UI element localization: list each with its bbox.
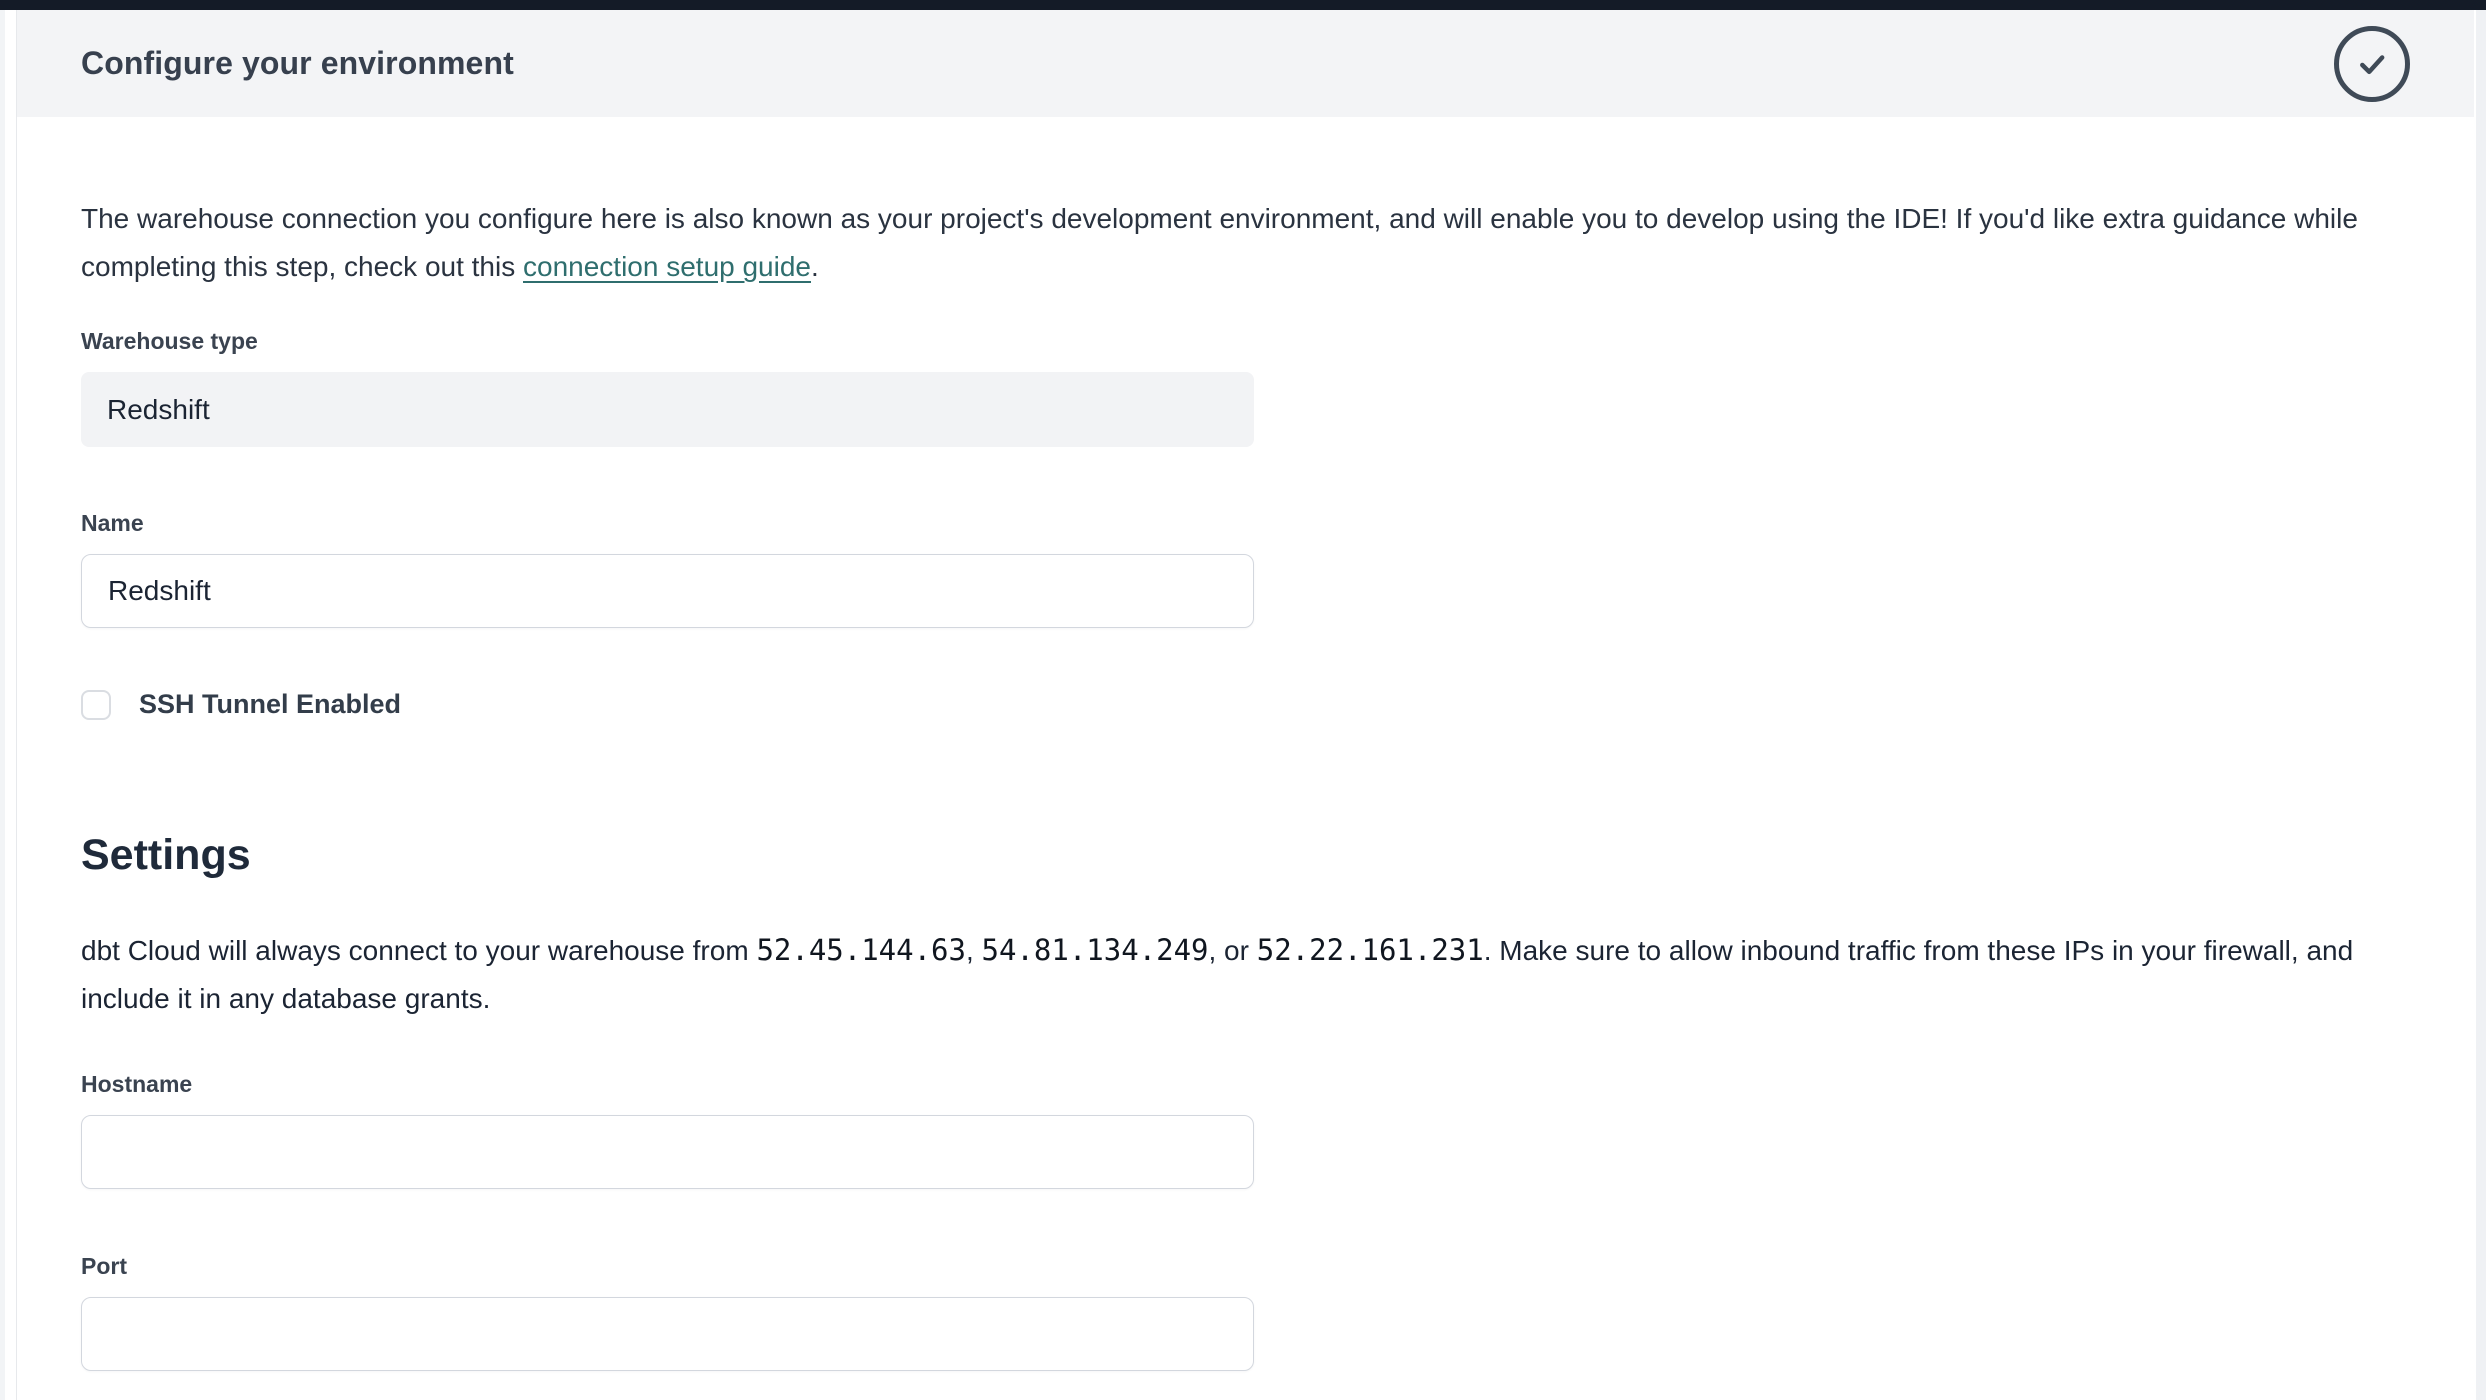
- section-header: [17, 10, 2474, 117]
- ip-allowlist-paragraph: [81, 926, 2378, 1023]
- name-input[interactable]: [81, 554, 1254, 628]
- page-title: Configure your environment: [81, 45, 514, 81]
- warehouse-type-field: Redshift: [81, 372, 1254, 447]
- intro-text-before: The warehouse connection you configure here is also known as your project's development environment, and will enable you to develop using the IDE! If you'd like extra guidance while completing this step, check out this: [81, 203, 2358, 282]
- ip-address-3: 52.22.161.231: [1256, 933, 1484, 967]
- warehouse-type-label: Warehouse type: [81, 328, 258, 354]
- app-top-bar: [0, 0, 2486, 10]
- ip-text-before: dbt Cloud will always connect to your warehouse from: [81, 935, 757, 966]
- name-label: Name: [81, 510, 144, 536]
- ip-separator-1: ,: [965, 935, 982, 966]
- ssh-tunnel-row: [81, 689, 2378, 720]
- ssh-tunnel-checkbox[interactable]: [81, 690, 111, 720]
- ip-separator-2: , or: [1208, 935, 1257, 966]
- left-edge-strip: [0, 10, 5, 1400]
- hostname-label: Hostname: [81, 1071, 193, 1097]
- ssh-tunnel-label: SSH Tunnel Enabled: [139, 689, 402, 719]
- content-panel: [17, 117, 2474, 1400]
- settings-heading: Settings: [81, 831, 251, 879]
- check-circle-icon: [2334, 26, 2410, 102]
- intro-text-after: .: [811, 251, 819, 282]
- ip-text-after: . Make sure to allow inbound traffic from these IPs in your firewall, and include it in any database grants.: [81, 935, 2354, 1014]
- connection-setup-guide-link[interactable]: connection setup guide: [523, 251, 811, 282]
- scrollbar-gutter[interactable]: [2474, 10, 2486, 1400]
- ip-address-2: 54.81.134.249: [981, 933, 1209, 967]
- port-label: Port: [81, 1253, 127, 1279]
- intro-paragraph: [81, 195, 2371, 291]
- port-input[interactable]: [81, 1297, 1254, 1371]
- ip-address-1: 52.45.144.63: [756, 933, 966, 967]
- hostname-input[interactable]: [81, 1115, 1254, 1189]
